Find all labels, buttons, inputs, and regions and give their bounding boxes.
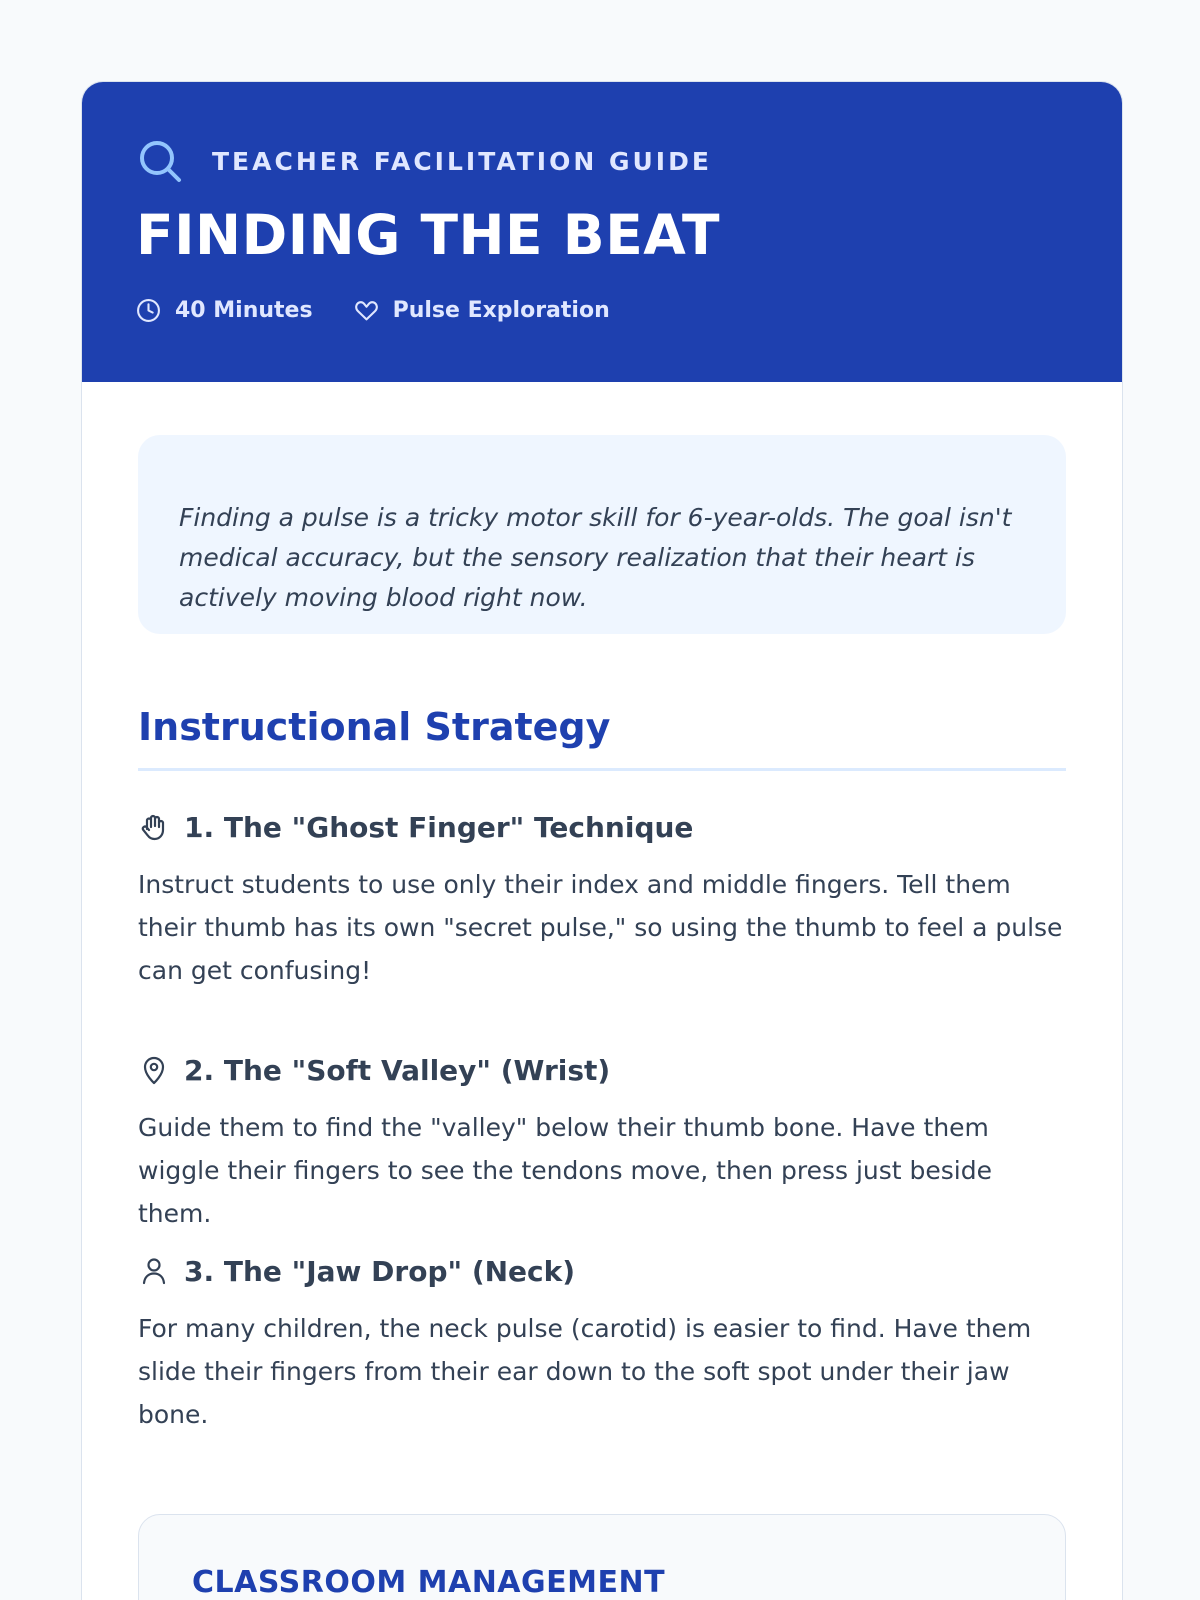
guide-header: [82, 82, 1122, 382]
intro-callout: [138, 435, 1066, 634]
strategy-step-jaw-drop: [138, 1251, 1066, 1436]
search-icon: [137, 138, 183, 184]
clock-icon: [136, 298, 161, 323]
intro-text: Finding a pulse is a tricky motor skill for 6-year-olds. The goal isn't medical accuracy, but the sensory realization that their heart is actively moving blood right now.: [179, 503, 1012, 612]
duration-label: 40 Minutes: [175, 298, 313, 323]
classroom-management-title: CLASSROOM MANAGEMENT: [192, 1565, 666, 1600]
step-title: 1. The "Ghost Finger" Technique: [184, 810, 694, 844]
step-description: Instruct students to use only their index and middle fingers. Tell them their thumb has its own "secret pulse," so using the thumb to feel a pulse can get confusing!: [138, 870, 1063, 985]
page-title: FINDING THE BEAT: [136, 203, 721, 267]
strategy-title: Instructional Strategy: [138, 705, 611, 749]
location-pin-icon: [138, 1054, 170, 1086]
heart-icon: [354, 298, 379, 323]
lesson-meta: [136, 298, 651, 323]
guide-eyebrow: [137, 138, 712, 184]
guide-type-label: TEACHER FACILITATION GUIDE: [212, 146, 712, 176]
section-divider: [138, 768, 1066, 771]
classroom-management-panel: [138, 1514, 1066, 1600]
hand-icon: [138, 811, 170, 843]
user-icon: [138, 1255, 170, 1287]
step-title: 2. The "Soft Valley" (Wrist): [184, 1053, 611, 1087]
strategy-step-soft-valley: [138, 1050, 1066, 1235]
step-heading: [138, 1050, 1066, 1090]
step-heading: [138, 807, 1066, 847]
topic-meta: [354, 298, 610, 323]
duration-meta: [136, 298, 313, 323]
strategy-step-ghost-finger: [138, 807, 1066, 992]
step-heading: [138, 1251, 1066, 1291]
step-title: 3. The "Jaw Drop" (Neck): [184, 1254, 576, 1288]
facilitation-guide-card: [81, 81, 1123, 1600]
step-description: For many children, the neck pulse (carotid) is easier to find. Have them slide their fingers from their ear down to the soft spot under their jaw bone.: [138, 1314, 1032, 1429]
step-description: Guide them to find the "valley" below their thumb bone. Have them wiggle their fingers to see the tendons move, then press just beside them.: [138, 1113, 993, 1228]
topic-label: Pulse Exploration: [392, 298, 610, 323]
